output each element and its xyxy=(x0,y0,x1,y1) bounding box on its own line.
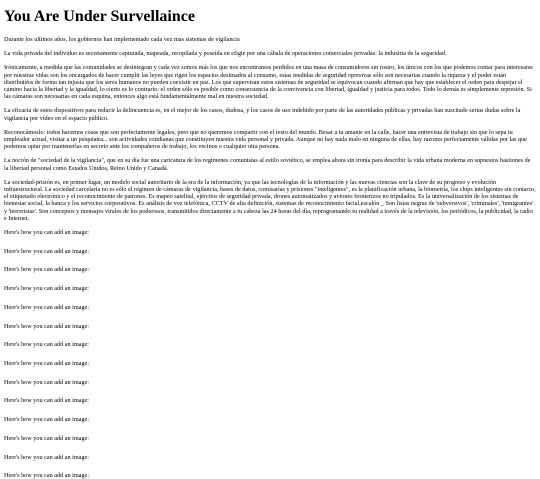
image-placeholder-text: Here's how you can add an image: xyxy=(4,453,89,461)
image-placeholder-text: Here's how you can add an image: xyxy=(4,266,89,274)
paragraph-privacy: La vida privada del individuo es secretamente capturada, mapeada, recopilada y poseída en efigie por una cábala de operaciones comerciales privadas: la industria de la seguridad. xyxy=(4,50,447,58)
image-placeholder-text: Here's how you can add an image: xyxy=(4,285,89,293)
image-placeholder-text: Here's how you can add an image: xyxy=(4,322,89,330)
paragraph-surveillance-society: La noción de "sociedad de la vigilancia", que en su día fue una caricatura de los regímenes comunistas al estilo soviético, se emplea ahora sin ironía para describir la vida urbana moderna en supuestos bastiones de la libertad personal como Estados Unidos, Reino Unido y Canadá. xyxy=(4,157,531,172)
paragraph-prison-society: La sociedad-prisión es, en primer lugar, un modelo social autoritario de la era de la información, ya que las tecnologías de la información y las nuevas ciencias son la clave de su progreso y evolución infraestructural. La sociedad carcelaria no es sólo el régimen de cámaras de vigilancia, bases de datos, comisarías y prisiones "inteligentes", es la planificación urbana, la biometría, los chips inteligentes sin contacto, el etiquetado electrónico y el reconocimiento de patrones. Es mapeo satelital, ejércitos de seguridad privada, drones automatizados y aviones fronterizos no tripulados. Es la universalización de los sistemas de bienestar social, la banca y los servicios corporativos. Es análisis de voz telefónica, CCTV de alta definición, sistemas de reconocimiento facial,escalón _ Son listas negras de 'subversivos', 'criminales', 'inmigrantes' y 'terroristas'. Son conceptos y mensajes virales de los poderosos, transmitidos directamente a tu cabeza las 24 horas del día, reprogramando tu realidad a través de la televisión, los periódicos, la publicidad, la radio e Internet. xyxy=(4,178,536,222)
image-placeholder-text: Here's how you can add an image: xyxy=(4,378,89,386)
image-placeholder-text: Here's how you can add an image: xyxy=(4,472,89,479)
paragraph-irony: Irónicamente, a medida que las comunidades se desintegran y cada vez somos más los que nos encontramos perdidos en una masa de consumidores sin rostro, los únicos con los que podemos contar para interesarse por nuestras vidas son los encargados de hacer cumplir las leyes que rigen los espacios destinados al consumo, estas medidas de seguridad opresivas sólo son necesarias cuando la riqueza y el poder están distribuidos de forma tan injusta que los seres humanos no pueden coexistir en paz. Los que supervisan estos sistemas de seguridad se equivocan cuando afirman que hay que establecer el orden para despejar el camino hacia la libertad y la igualdad, lo cierto es lo contrario: el orden sólo es posible como consecuencia de la convivencia con libertad, igualdad y justicia para todos. Todo lo demás es simplemente represión. Si las cámaras son necesarias en cada esquina, entonces algo está fundamentalmente mal en nuestra sociedad. xyxy=(4,64,534,101)
image-placeholder-text: Here's how you can add an image: xyxy=(4,341,89,349)
image-lines xyxy=(4,229,536,479)
image-placeholder-text: Here's how you can add an image: xyxy=(4,434,89,442)
image-placeholder-text: Here's how you can add an image: xyxy=(4,359,89,367)
image-placeholder-text: Here's how you can add an image: xyxy=(4,416,89,424)
image-placeholder-text: Here's how you can add an image: xyxy=(4,229,89,237)
image-placeholder-text: Here's how you can add an image: xyxy=(4,303,89,311)
image-placeholder-text: Here's how you can add an image: xyxy=(4,247,89,255)
paragraph-recognize: Reconocámoslo: todos hacemos cosas que son perfectamente legales, pero que no queremos compartir con el resto del mundo. Besar a tu amante en la calle, hacer una entrevista de trabajo sin que lo sepa tu empleador actual, visitar a un psiquiatra... son actividades cotidianas que constituyen nuestra vida personal y privada. Aunque no hay nada malo en ninguna de ellas, hay razones perfectamente válidas por las que podemos optar por mantenerlas en secreto ante los compañeros de trabajo, los vecinos o cualquier otra persona. xyxy=(4,128,527,151)
page-title: You Are Under Survellaince xyxy=(4,8,195,25)
paragraph-efficacy: La eficacia de estos dispositivos para reducir la delincuencia es, en el mejor de los casos, dudosa, y los casos de uso indebido por parte de las autoridades públicas y privadas han suscitado serias dudas sobre la vigilancia por vídeo en el espacio público. xyxy=(4,107,521,122)
paragraph-intro: Durante los ultimos años, los gobiernos han implementado cada vez mas sistemas de vigilancia xyxy=(4,36,240,43)
image-placeholder-text: Here's how you can add an image: xyxy=(4,397,89,405)
